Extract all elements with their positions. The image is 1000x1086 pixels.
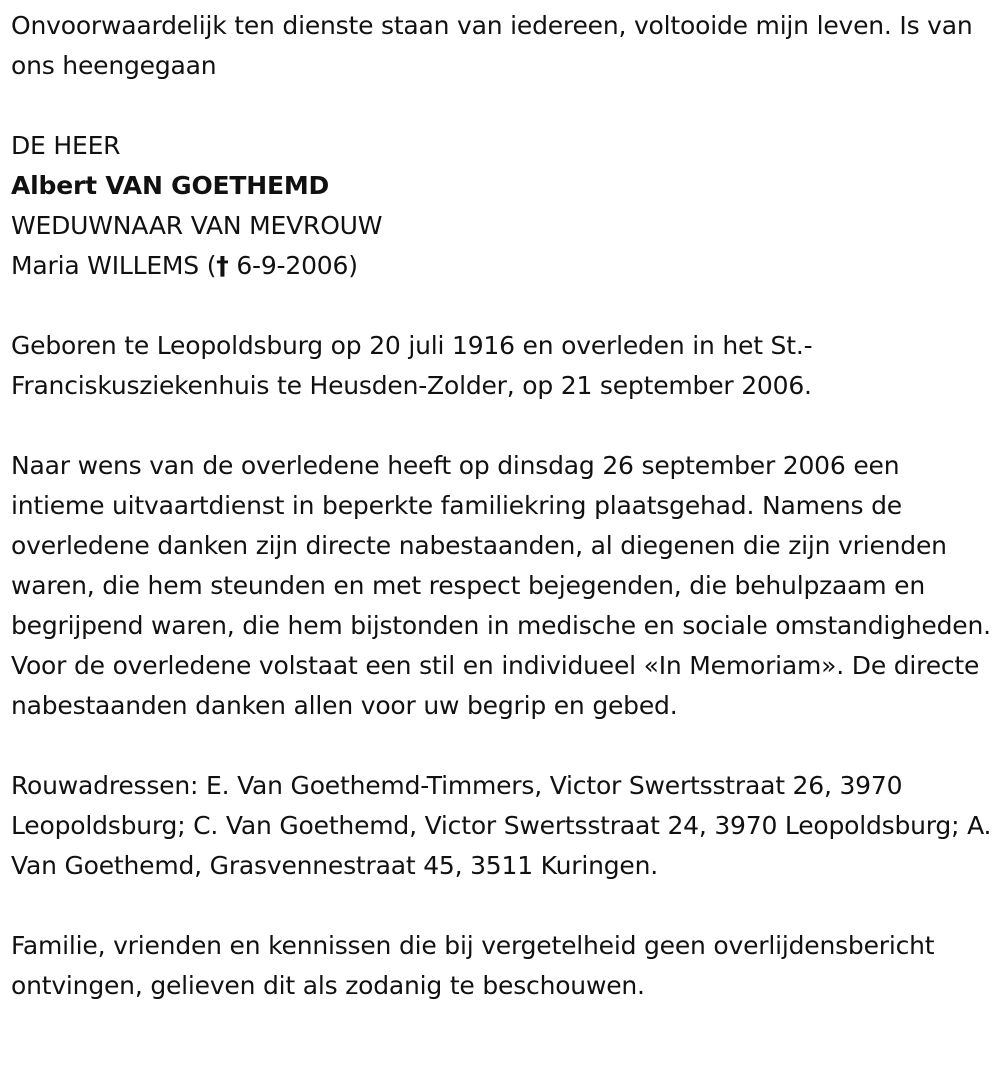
spouse-name: Maria WILLEMS ( (11, 251, 217, 280)
addresses-paragraph: Rouwadressen: E. Van Goethemd-Timmers, Victor Swertsstraat 26, 3970 Leopoldsburg; C. Van Goethemd, Victor Swertsstraat 24, 3970 Leopoldsburg; A. Van Goethemd, Grasvennestraat 45, 3511 Kuringen. (11, 771, 992, 880)
obituary-document (11, 6, 996, 1006)
honorific-title: DE HEER (11, 131, 121, 160)
birth-death-paragraph: Geboren te Leopoldsburg op 20 juli 1916 en overleden in het St.-Franciskusziekenhuis te Heusden-Zolder, op 21 september 2006. (11, 331, 813, 400)
intro-text: Onvoorwaardelijk ten dienste staan van iedereen, voltooide mijn leven. Is van ons heengegaan (11, 11, 973, 80)
spouse-line (11, 246, 996, 286)
deceased-name: Albert VAN GOETHEMD (11, 171, 330, 200)
closing-paragraph: Familie, vrienden en kennissen die bij vergetelheid geen overlijdensbericht ontvingen, gelieven dit als zodanig te beschouwen. (11, 931, 935, 1000)
cross-icon: † (216, 251, 229, 280)
spouse-death-date: 6-9-2006) (228, 251, 358, 280)
funeral-paragraph: Naar wens van de overledene heeft op dinsdag 26 september 2006 een intieme uitvaartdienst in beperkte familiekring plaatsgehad. Namens de overledene danken zijn directe nabestaanden, al diegenen die zijn vrienden waren, die hem steunden en met respect bejegenden, die behulpzaam en begrijpend waren, die hem bijstonden in medische en sociale omstandigheden. Voor de overledene volstaat een stil en individueel «In Memoriam». De directe nabestaanden danken allen voor uw begrip en gebed. (11, 451, 991, 720)
widower-line: WEDUWNAAR VAN MEVROUW (11, 211, 383, 240)
